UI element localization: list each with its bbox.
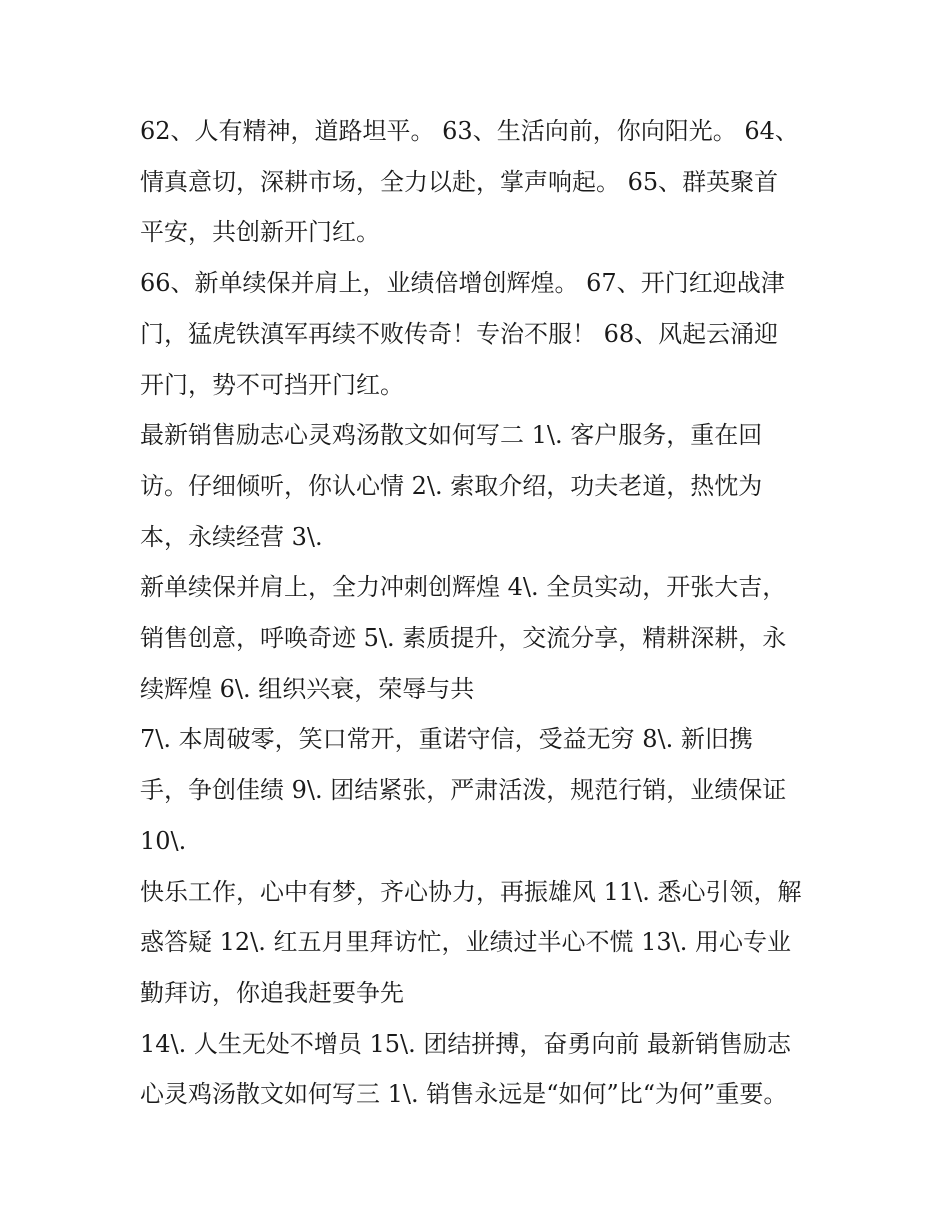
text-line: 快乐工作，心中有梦，齐心协力，再振雄风 11\. 悉心引领，解: [140, 877, 802, 906]
text-line: 7\. 本周破零，笑口常开，重诺守信，受益无穷 8\. 新旧携: [140, 725, 753, 754]
text-line: 情真意切，深耕市场，全力以赴，掌声响起。 65、群英聚首: [140, 167, 779, 196]
text-line: 门，猛虎铁滇军再续不败传奇！专治不服！ 68、风起云涌迎: [140, 319, 779, 348]
text-line: 平安，共创新开门红。: [140, 218, 380, 247]
text-line: 访。仔细倾听，你认心情 2\. 索取介绍，功夫老道，热忱为: [140, 471, 763, 500]
text-line: 手，争创佳绩 9\. 团结紧张，严肃活泼，规范行销，业绩保证: [140, 776, 787, 805]
text-line: 续辉煌 6\. 组织兴衰，荣辱与共: [140, 674, 475, 703]
document-body: [140, 106, 820, 1120]
text-line: 14\. 人生无处不增员 15\. 团结拼搏，奋勇向前 最新销售励志: [140, 1029, 792, 1058]
text-line: 开门，势不可挡开门红。: [140, 370, 404, 399]
text-line: 心灵鸡汤散文如何写三 1\. 销售永远是“如何”比“为何”重要。: [140, 1080, 788, 1109]
text-line: 最新销售励志心灵鸡汤散文如何写二 1\. 客户服务，重在回: [140, 421, 763, 450]
text-line: 本，永续经营 3\.: [140, 522, 323, 551]
text-line: 销售创意，呼唤奇迹 5\. 素质提升，交流分享，精耕深耕，永: [140, 624, 787, 653]
text-line: 10\.: [140, 826, 187, 855]
text-line: 新单续保并肩上，全力冲刺创辉煌 4\. 全员实动，开张大吉，: [140, 573, 787, 602]
text-line: 66、新单续保并肩上，业绩倍增创辉煌。 67、开门红迎战津: [140, 269, 785, 298]
text-line: 62、人有精神，道路坦平。 63、生活向前，你向阳光。 64、: [140, 117, 799, 145]
text-line: 惑答疑 12\. 红五月里拜访忙，业绩过半心不慌 13\. 用心专业: [140, 928, 792, 957]
text-line: 勤拜访，你追我赶要争先: [140, 978, 404, 1007]
